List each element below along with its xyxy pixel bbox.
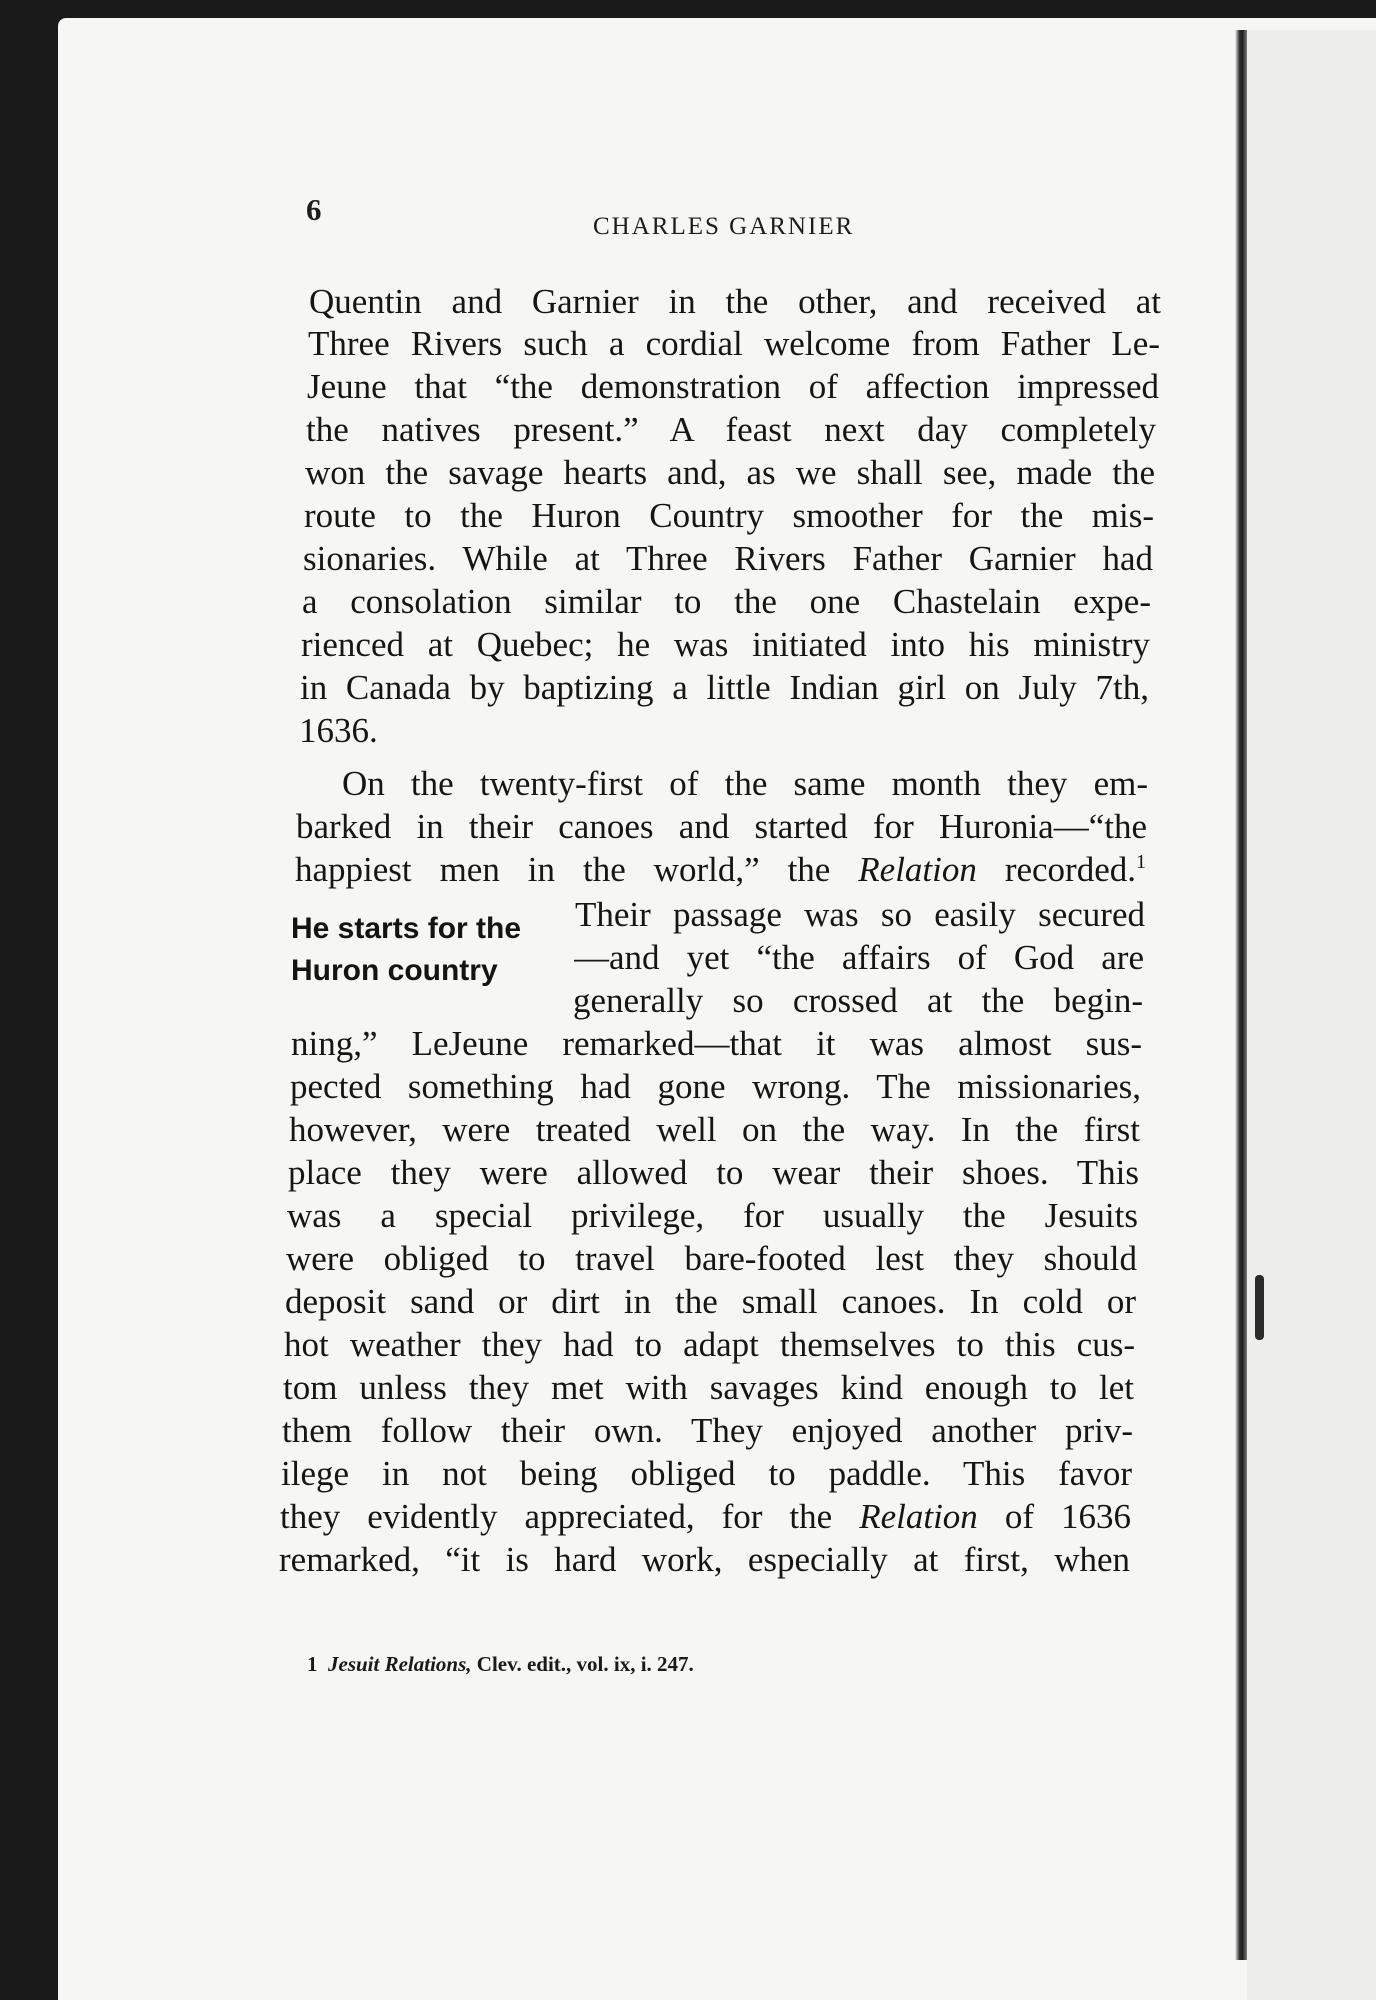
sidenote-line: He starts for the [291, 912, 522, 945]
footnote-ref: 1 [1136, 851, 1146, 873]
text-line: —and yet “the affairs of God are [574, 938, 1144, 977]
margin-sidenote [291, 908, 561, 992]
text-line: hot weather they had to adapt themselves to this cus- [284, 1325, 1135, 1364]
text-line: pected something had gone wrong. The missionaries, [290, 1067, 1141, 1106]
text-line: route to the Huron Country smoother for the mis- [304, 496, 1154, 535]
text-span: of 1636 [977, 1497, 1131, 1536]
text-line: place they were allowed to wear their shoes. This [288, 1153, 1139, 1192]
footnote-text: Clev. edit., vol. ix, i. 247. [471, 1652, 694, 1676]
text-line: the natives present.” A feast next day completely [306, 410, 1156, 449]
text-line: rienced at Quebec; he was initiated into his ministry [301, 625, 1150, 664]
text-line: On the twenty-first of the same month they em- [342, 764, 1148, 803]
text-line [280, 1497, 1131, 1537]
footnote-number: 1 [307, 1652, 318, 1676]
text-line: ning,” LeJeune remarked—that it was almost sus- [291, 1024, 1142, 1063]
text-line [295, 850, 1146, 890]
text-line: 1636. [299, 711, 378, 750]
text-span: recorded. [976, 850, 1136, 889]
text-line: barked in their canoes and started for Huronia—“the [296, 807, 1147, 846]
text-line: Their passage was so easily secured [575, 895, 1145, 934]
footnote [307, 1652, 694, 1677]
text-span: they evidently appreciated, for the [280, 1497, 860, 1536]
text-line: Quentin and Garnier in the other, and received at [309, 282, 1161, 321]
italic-title: Relation [859, 1497, 978, 1536]
text-span: happiest men in the world,” the [295, 850, 859, 889]
text-line: deposit sand or dirt in the small canoes. In cold or [285, 1282, 1136, 1321]
text-line: Jeune that “the demonstration of affection impressed [307, 367, 1159, 406]
text-line: a consolation similar to the one Chastelain expe- [302, 582, 1151, 621]
text-line: them follow their own. They enjoyed another priv- [282, 1411, 1133, 1450]
text-line: however, were treated well on the way. In the first [289, 1110, 1140, 1149]
italic-title: Relation [858, 850, 977, 889]
text-line: generally so crossed at the begin- [573, 981, 1143, 1020]
text-line: Three Rivers such a cordial welcome from Father Le- [308, 324, 1160, 363]
footnote-title: Jesuit Relations, [328, 1652, 472, 1676]
text-line: tom unless they met with savages kind enough to let [283, 1368, 1134, 1407]
running-head: CHARLES GARNIER [593, 213, 855, 240]
text-line: was a special privilege, for usually the Jesuits [287, 1196, 1138, 1235]
text-line: won the savage hearts and, as we shall see, made the [305, 453, 1155, 492]
text-line: ilege in not being obliged to paddle. This favor [281, 1454, 1132, 1493]
sidenote-line: Huron country [291, 954, 498, 987]
text-line: sionaries. While at Three Rivers Father Garnier had [303, 539, 1153, 578]
text-line: were obliged to travel bare-footed lest they should [286, 1239, 1137, 1278]
text-line: remarked, “it is hard work, especially at first, when [279, 1540, 1130, 1579]
page-number: 6 [306, 192, 322, 227]
text-line: in Canada by baptizing a little Indian girl on July 7th, [300, 668, 1149, 707]
